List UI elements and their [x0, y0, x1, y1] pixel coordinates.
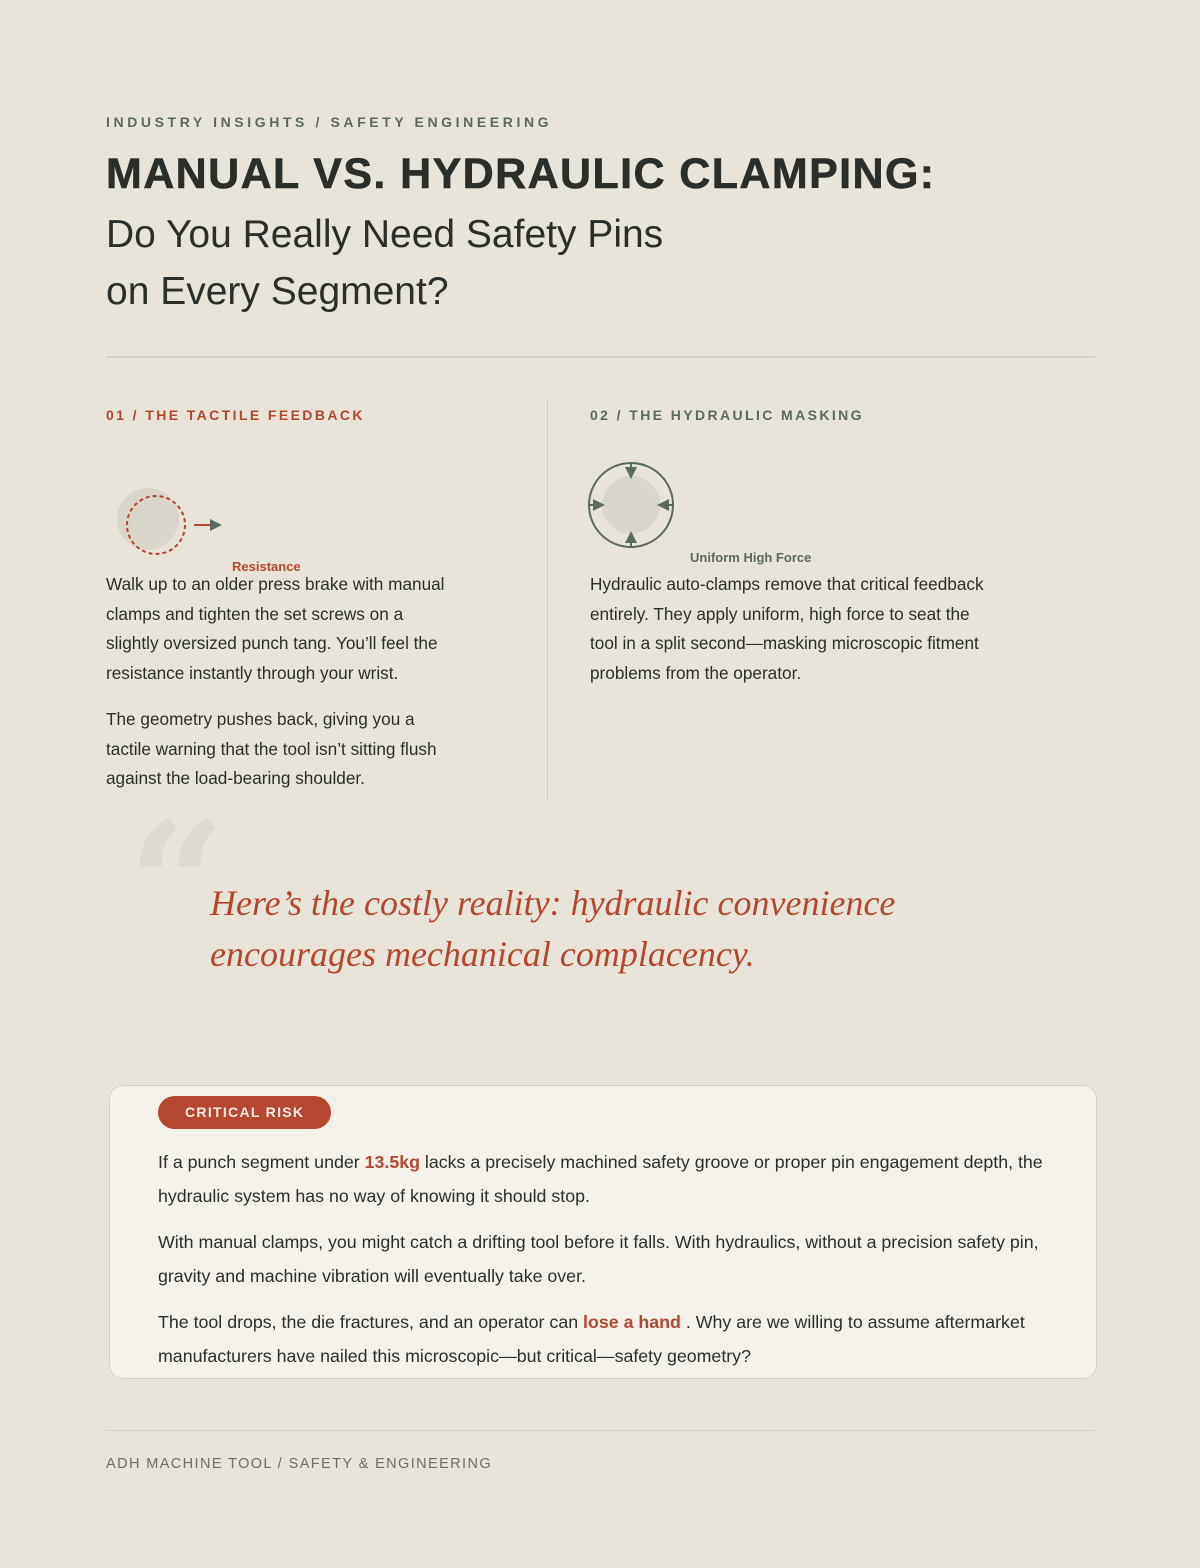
risk-text: . Why are we willing to assume aftermarket manufacturers have nailed this microscopic—but critical—safety geometry? [158, 1312, 1025, 1366]
paragraph: The geometry pushes back, giving you a tactile warning that the tool isn’t sitting flush against the load-bearing shoulder. [106, 709, 437, 788]
risk-paragraph-2: With manual clamps, you might catch a drifting tool before it falls. With hydraulics, without a precision safety pin, gravity and machine vibration will eventually take over. [158, 1232, 1039, 1286]
column-divider [547, 400, 548, 800]
page-subtitle [106, 206, 826, 320]
breadcrumb-kicker: INDUSTRY INSIGHTS / SAFETY ENGINEERING [106, 114, 553, 130]
header-divider [106, 356, 1095, 358]
column-body [590, 570, 990, 705]
column-label: 02 / THE HYDRAULIC MASKING [590, 407, 864, 423]
column-body [106, 570, 458, 811]
risk-paragraph-3 [158, 1306, 1058, 1373]
critical-risk-card [109, 1085, 1097, 1379]
circle-inward-arrows-icon [588, 459, 688, 559]
subtitle-line-1: Do You Really Need Safety Pins [106, 213, 664, 256]
column-hydraulic-masking [590, 407, 1010, 683]
column-tactile-feedback [106, 407, 526, 788]
risk-card-body [158, 1146, 1058, 1386]
paragraph: Walk up to an older press brake with manual clamps and tighten the set screws on a slightly oversized punch tang. You’ll feel the resistance instantly through your wrist. [106, 574, 445, 683]
resistance-label: Resistance [232, 559, 301, 574]
footer-text: ADH MACHINE TOOL / SAFETY & ENGINEERING [106, 1456, 493, 1472]
footer-divider [106, 1430, 1095, 1431]
risk-text: The tool drops, the die fractures, and an operator can [158, 1312, 579, 1332]
paragraph: Hydraulic auto-clamps remove that critical feedback entirely. They apply uniform, high force to seat the tool in a split second—masking microscopic fitment problems from the operator. [590, 574, 984, 683]
uniform-force-diagram [590, 459, 890, 565]
resistance-diagram [106, 459, 406, 574]
page-title: MANUAL VS. HYDRAULIC CLAMPING: [106, 150, 936, 198]
article-page [106, 0, 1095, 1568]
injury-highlight: lose a hand [583, 1312, 681, 1332]
column-label: 01 / THE TACTILE FEEDBACK [106, 407, 365, 423]
risk-text: If a punch segment under [158, 1152, 360, 1172]
critical-risk-badge: CRITICAL RISK [158, 1096, 331, 1129]
dashed-circle-resistance-icon [106, 471, 236, 571]
pull-quote: Here’s the costly reality: hydraulic convenience encourages mechanical complacency. [210, 883, 896, 974]
subtitle-line-2: on Every Segment? [106, 270, 449, 313]
risk-text: lacks a precisely machined safety groove or proper pin engagement depth, the hydraulic system has no way of knowing it should stop. [158, 1152, 1043, 1206]
risk-paragraph-1 [158, 1146, 1058, 1213]
weight-highlight: 13.5kg [364, 1152, 420, 1172]
quote-mark-icon: “ [128, 785, 226, 985]
uniform-force-label: Uniform High Force [690, 550, 812, 565]
